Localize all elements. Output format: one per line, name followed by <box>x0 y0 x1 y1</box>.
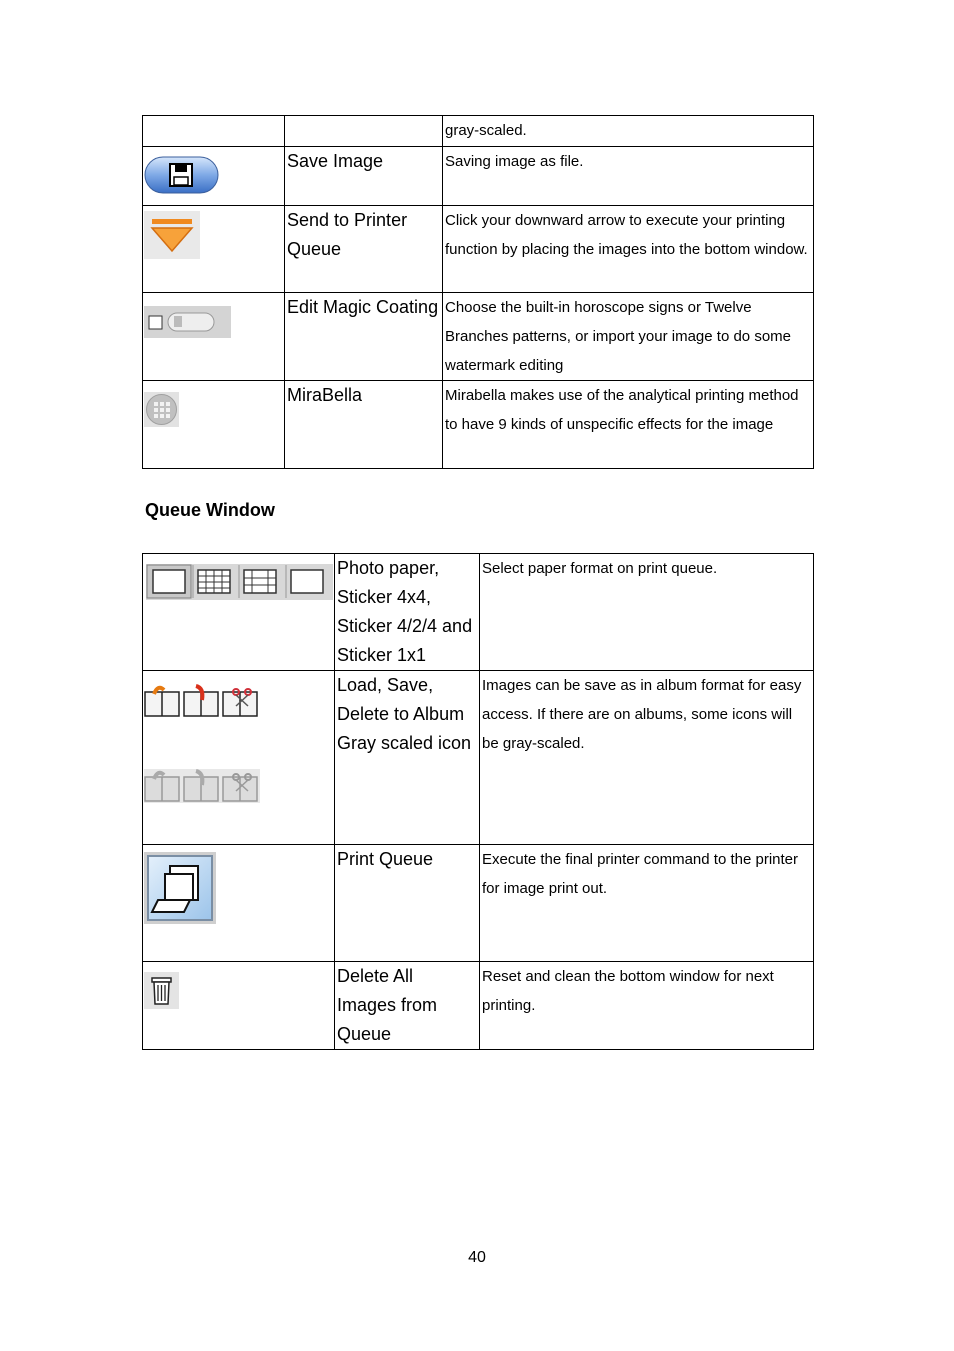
table-row <box>143 845 814 962</box>
table-row <box>143 116 814 147</box>
table-row <box>143 962 814 1050</box>
feature-name: Print Queue <box>335 845 480 962</box>
table-row <box>143 206 814 293</box>
table-row <box>143 671 814 845</box>
album-color-icons <box>144 684 260 718</box>
feature-name: Save Image <box>285 147 443 206</box>
print-queue-icon <box>144 852 216 924</box>
sticker-4x4-icon <box>198 570 230 593</box>
feature-description: gray-scaled. <box>443 116 814 147</box>
feature-name: Load, Save, Delete to Album Gray scaled icon <box>335 671 480 845</box>
paper-format-icons <box>146 564 333 600</box>
feature-description: Reset and clean the bottom window for next printing. <box>480 962 814 1050</box>
table-row <box>143 554 814 671</box>
feature-description: Mirabella makes use of the analytical printing method to have 9 kinds of unspecific effects for the image <box>443 381 814 469</box>
icon-cell-empty <box>143 116 285 147</box>
feature-name: Send to Printer Queue <box>285 206 443 293</box>
table-row <box>143 381 814 469</box>
magic-coating-toggle-icon <box>144 306 231 338</box>
feature-name: MiraBella <box>285 381 443 469</box>
feature-name <box>285 116 443 147</box>
feature-name: Photo paper, Sticker 4x4, Sticker 4/2/4 and Sticker 1x1 <box>335 554 480 671</box>
feature-description: Execute the final printer command to the printer for image print out. <box>480 845 814 962</box>
album-grayscale-icons <box>144 769 260 803</box>
feature-description: Saving image as file. <box>443 147 814 206</box>
feature-table-2 <box>142 553 814 1050</box>
mirabella-grid-icon <box>144 392 179 427</box>
feature-description: Select paper format on print queue. <box>480 554 814 671</box>
feature-name: Delete All Images from Queue <box>335 962 480 1050</box>
save-floppy-icon <box>144 156 219 194</box>
feature-description: Choose the built-in horoscope signs or Twelve Branches patterns, or import your image to do some watermark editing <box>443 293 814 381</box>
feature-name: Edit Magic Coating <box>285 293 443 381</box>
feature-description: Click your downward arrow to execute your printing function by placing the images into the bottom window. <box>443 206 814 293</box>
send-down-arrow-icon <box>144 211 200 259</box>
table-row <box>143 147 814 206</box>
page-number: 40 <box>468 1249 486 1266</box>
table-row <box>143 293 814 381</box>
feature-table-1 <box>142 115 814 469</box>
feature-description: Images can be save as in album format for easy access. If there are on albums, some icons will be gray-scaled. <box>480 671 814 845</box>
section-heading: Queue Window <box>145 500 275 520</box>
trash-icon <box>144 972 179 1009</box>
